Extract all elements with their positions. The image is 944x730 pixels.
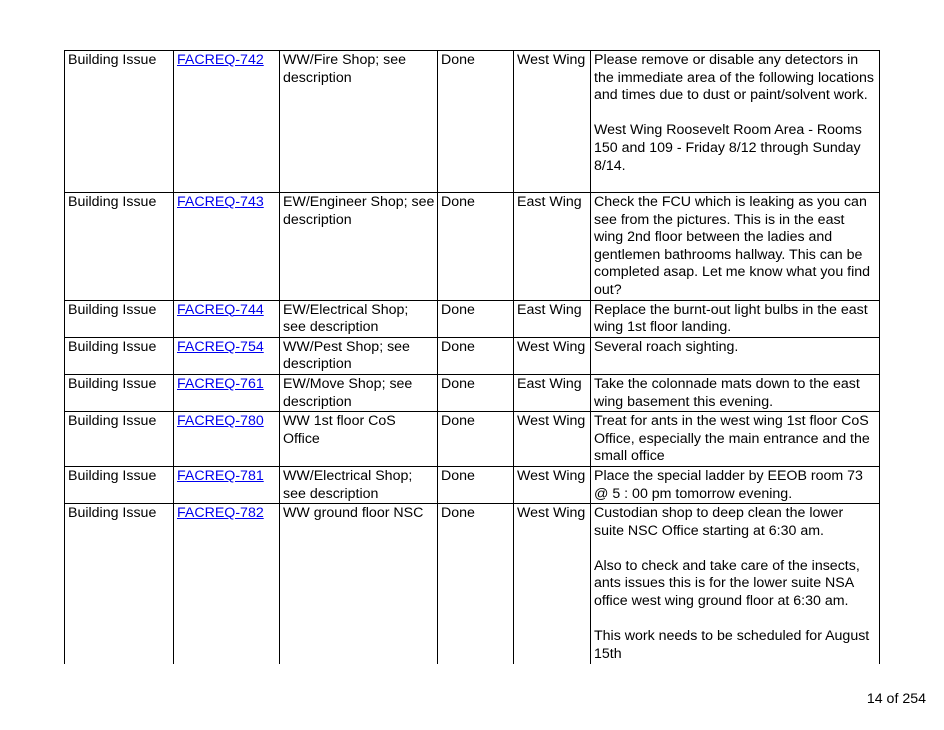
- status-cell: Done: [438, 504, 514, 664]
- description-cell: [591, 51, 880, 193]
- issue-key-link[interactable]: FACREQ-742: [177, 52, 264, 68]
- issue-key-cell: [174, 300, 280, 337]
- description-cell: [591, 412, 880, 467]
- description-paragraph: Place the special ladder by EEOB room 73 @ 5 : 00 pm tomorrow evening.: [594, 467, 863, 502]
- description-cell: [591, 193, 880, 301]
- table-body: [65, 51, 880, 664]
- description-cell: [591, 466, 880, 503]
- description-cell: [591, 337, 880, 374]
- table-row: [65, 374, 880, 411]
- status-cell: Done: [438, 466, 514, 503]
- description-paragraph: Replace the burnt-out light bulbs in the east wing 1st floor landing.: [594, 301, 868, 336]
- facility-requests-table: [64, 50, 880, 664]
- status-cell: Done: [438, 374, 514, 411]
- table-row: [65, 300, 880, 337]
- assignee-cell: WW/Fire Shop; see description: [280, 51, 438, 193]
- status-cell: Done: [438, 193, 514, 301]
- location-cell: West Wing: [514, 337, 591, 374]
- status-cell: Done: [438, 51, 514, 193]
- issue-key-link[interactable]: FACREQ-761: [177, 375, 264, 392]
- assignee-cell: WW/Pest Shop; see description: [280, 337, 438, 374]
- description-paragraph: This work needs to be scheduled for August 15th: [594, 628, 870, 662]
- issue-type-cell: Building Issue: [65, 193, 174, 301]
- issue-key-link[interactable]: FACREQ-743: [177, 194, 264, 210]
- issue-key-link[interactable]: FACREQ-782: [177, 505, 264, 522]
- location-cell: West Wing: [514, 504, 591, 664]
- description-cell: [591, 300, 880, 337]
- page-number: 14 of 254: [866, 691, 926, 707]
- issue-key-cell: [174, 193, 280, 301]
- table-row: [65, 412, 880, 467]
- location-cell: West Wing: [514, 466, 591, 503]
- issue-type-cell: Building Issue: [65, 466, 174, 503]
- table-row: [65, 504, 880, 664]
- description-paragraph: Please remove or disable any detectors in the immediate area of the following locations and times due to dust or paint/solvent work.: [594, 52, 874, 104]
- table-row: [65, 193, 880, 301]
- location-cell: East Wing: [514, 193, 591, 301]
- description-paragraph: Also to check and take care of the insects, ants issues this is for the lower suite NSA office west wing ground floor at 6:30 am.: [594, 557, 860, 610]
- assignee-cell: EW/Move Shop; see description: [280, 374, 438, 411]
- assignee-cell: WW ground floor NSC: [280, 504, 438, 664]
- location-cell: East Wing: [514, 300, 591, 337]
- table-row: [65, 51, 880, 193]
- assignee-cell: WW/Electrical Shop; see description: [280, 466, 438, 503]
- status-cell: Done: [438, 412, 514, 467]
- issue-key-cell: [174, 374, 280, 411]
- assignee-cell: EW/Engineer Shop; see description: [280, 193, 438, 301]
- issue-key-link[interactable]: FACREQ-744: [177, 301, 264, 318]
- issue-type-cell: Building Issue: [65, 51, 174, 193]
- location-cell: West Wing: [514, 412, 591, 467]
- description-paragraph: West Wing Roosevelt Room Area - Rooms 150 and 109 - Friday 8/12 through Sunday 8/14.: [594, 122, 862, 174]
- issue-key-cell: [174, 412, 280, 467]
- table-row: [65, 466, 880, 503]
- description-cell: [591, 504, 880, 664]
- status-cell: Done: [438, 300, 514, 337]
- issue-type-cell: Building Issue: [65, 337, 174, 374]
- issue-type-cell: Building Issue: [65, 412, 174, 467]
- location-cell: East Wing: [514, 374, 591, 411]
- issue-key-link[interactable]: FACREQ-780: [177, 413, 264, 430]
- issue-key-cell: [174, 51, 280, 193]
- assignee-cell: WW 1st floor CoS Office: [280, 412, 438, 467]
- description-paragraph: Custodian shop to deep clean the lower suite NSC Office starting at 6:30 am.: [594, 505, 844, 539]
- issue-type-cell: Building Issue: [65, 504, 174, 664]
- issue-type-cell: Building Issue: [65, 374, 174, 411]
- description-paragraph: Several roach sighting.: [594, 338, 739, 355]
- location-cell: West Wing: [514, 51, 591, 193]
- description-paragraph: Check the FCU which is leaking as you can see from the pictures. This is in the east wing 2nd floor between the ladies and gentlemen bathrooms hallway. This can be completed asap. Let me know what you find out?: [594, 194, 871, 298]
- description-paragraph: Take the colonnade mats down to the east wing basement this evening.: [594, 375, 860, 410]
- description-paragraph: Treat for ants in the west wing 1st floor CoS Office, especially the main entrance and the small office: [594, 413, 870, 465]
- issue-key-cell: [174, 504, 280, 664]
- table-row: [65, 337, 880, 374]
- issue-key-cell: [174, 466, 280, 503]
- issue-type-cell: Building Issue: [65, 300, 174, 337]
- issue-key-link[interactable]: FACREQ-781: [177, 467, 264, 484]
- description-cell: [591, 374, 880, 411]
- status-cell: Done: [438, 337, 514, 374]
- issue-key-cell: [174, 337, 280, 374]
- assignee-cell: EW/Electrical Shop; see description: [280, 300, 438, 337]
- issue-key-link[interactable]: FACREQ-754: [177, 338, 264, 355]
